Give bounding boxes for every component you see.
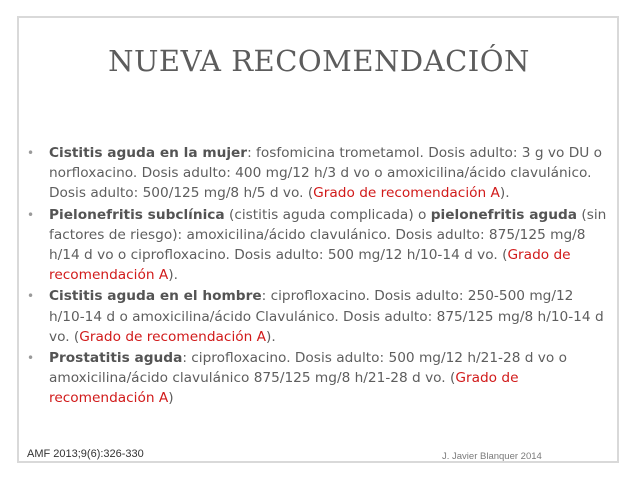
bullet-tail: ). bbox=[168, 267, 178, 284]
bullet-text: : ciprofloxacino. Dosis adulto: 500 mg/12 h/21-28 d vo o amoxicilina/ácido clavulánico 875/125 mg/8 h/21-28 d vo. ( bbox=[49, 350, 568, 387]
bullet-text: : ciprofloxacino. Dosis adulto: 250-500 mg/12 h/10-14 d o amoxicilina/ácido Clavulánico. Dosis adulto: 875/125 mg/8 h/10-14 d vo. ( bbox=[49, 288, 604, 345]
bullet-bold-term-2: pielonefritis aguda bbox=[430, 206, 578, 223]
recommendation-grade: Grado de recomendación A bbox=[313, 185, 500, 202]
bullet-item-cistitis-mujer bbox=[27, 143, 612, 204]
bullet-icon: • bbox=[27, 207, 35, 222]
slide-content bbox=[27, 143, 612, 410]
bullet-icon: • bbox=[27, 289, 35, 304]
recommendation-grade: Grado de recomendación A bbox=[49, 370, 519, 407]
bullet-bold-term: Cistitis aguda en la mujer bbox=[49, 145, 248, 161]
bullet-item-cistitis-hombre bbox=[27, 286, 612, 347]
bullet-list bbox=[27, 143, 612, 409]
slide-title: NUEVA RECOMENDACIÓN bbox=[108, 44, 530, 78]
recommendation-grade: Grado de recomendación A bbox=[79, 328, 267, 345]
bullet-item-prostatitis bbox=[27, 348, 612, 409]
bullet-bold-term: Cistitis aguda en el hombre bbox=[49, 288, 262, 305]
bullet-tail: ). bbox=[499, 185, 510, 202]
bullet-tail: ). bbox=[266, 328, 276, 345]
bullet-item-pielonefritis bbox=[27, 205, 612, 286]
bullet-icon: • bbox=[27, 146, 35, 160]
recommendation-grade: Grado de recomendación A bbox=[49, 247, 571, 284]
bullet-tail: ) bbox=[168, 390, 174, 407]
bullet-icon: • bbox=[27, 351, 35, 366]
bullet-bold-term: Pielonefritis subclínica bbox=[49, 206, 225, 223]
bullet-bold-term: Prostatitis aguda bbox=[49, 350, 183, 367]
footer-citation: AMF 2013;9(6):326-330 bbox=[27, 448, 144, 460]
bullet-text: : fosfomicina trometamol. Dosis adulto: 3 g vo DU o norfloxacino. Dosis adulto: 400 mg/12 h/3 d vo o amoxicilina/ácido clavulánico. Dosis adulto: 500/125 mg/8 h/5 d vo. ( bbox=[49, 145, 603, 202]
bullet-text-2: (sin factores de riesgo): amoxicilina/ácido clavulánico. Dosis adulto: 875/125 mg/8 h/14 d vo o ciprofloxacino. Dosis adulto: 500 mg/12 h/10-14 d vo. ( bbox=[49, 206, 607, 264]
footer-author: J. Javier Blanquer 2014 bbox=[442, 451, 542, 462]
bullet-text: (cistitis aguda complicada) o bbox=[224, 206, 431, 223]
